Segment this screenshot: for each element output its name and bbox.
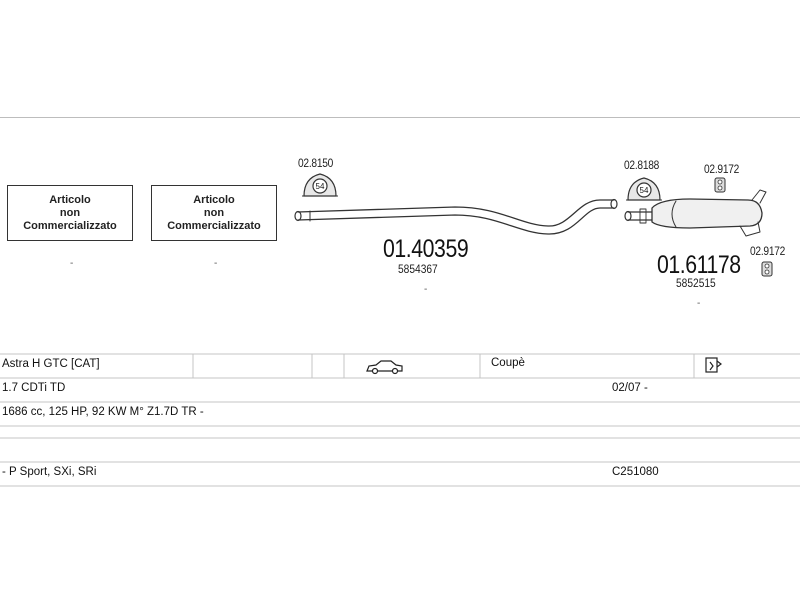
part-number-rear-silencer[interactable]: 01.61178 (657, 251, 741, 279)
rubber-mount-icon (302, 174, 338, 196)
vehicle-body: Coupè (491, 357, 525, 369)
oe-number-rear-silencer: 5852515 (676, 276, 716, 290)
mount-badge-text: 54 (639, 186, 649, 195)
car-coupe-icon (367, 361, 402, 374)
not-sold-line3: Commercializzato (167, 219, 261, 232)
mount-code: 02.8188 (624, 158, 660, 172)
part-note-middle-pipe: - (424, 284, 428, 295)
vehicle-specs: 1686 cc, 125 HP, 92 KW M° Z1.7D TR - (2, 406, 204, 418)
vehicle-versions: - P Sport, SXi, SRi (2, 466, 97, 478)
vehicle-engine: 1.7 CDTi TD (2, 382, 66, 394)
middle-pipe-drawing (295, 200, 617, 235)
rubber-mount-icon (626, 178, 662, 200)
ring-code: 02.9172 (704, 162, 740, 176)
not-sold-line1: Articolo (49, 193, 91, 206)
mount-badge-text: 54 (315, 182, 325, 191)
mount-code: 02.8150 (298, 156, 334, 170)
part-note-rear-silencer: - (697, 298, 701, 309)
vehicle-code: C251080 (612, 466, 659, 478)
vehicle-date: 02/07 - (612, 382, 648, 394)
not-sold-line2: non (59, 206, 81, 219)
document-icon (706, 358, 721, 372)
not-sold-line2: non (203, 206, 225, 219)
not-sold-note-2: - (214, 258, 218, 269)
rubber-ring-icon (715, 178, 725, 192)
ring-code: 02.9172 (750, 244, 786, 258)
not-sold-note-1: - (70, 258, 74, 269)
rubber-ring-icon (762, 262, 772, 276)
not-sold-line3: Commercializzato (23, 219, 117, 232)
part-number-middle-pipe[interactable]: 01.40359 (383, 235, 469, 263)
not-sold-line1: Articolo (193, 193, 235, 206)
oe-number-middle-pipe: 5854367 (398, 262, 438, 276)
vehicle-table-lines (0, 354, 800, 486)
vehicle-model: Astra H GTC [CAT] (2, 358, 100, 370)
